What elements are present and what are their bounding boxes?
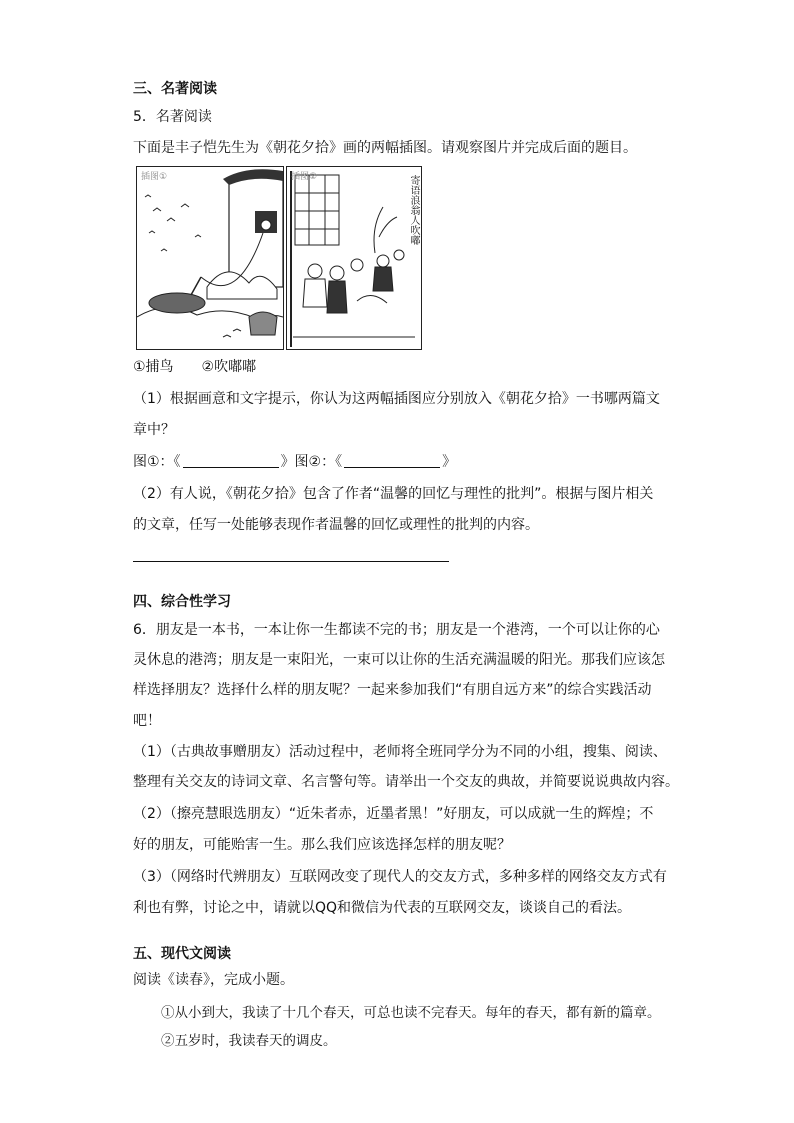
sub-question-1-line1: （1）根据画意和文字提示，你认为这两幅插图应分别放入《朝花夕拾》一书哪两篇文 xyxy=(133,391,660,407)
reading-paragraph-2: ②五岁时，我读春天的调皮。 xyxy=(161,1033,337,1049)
question-5-title: 5．名著阅读 xyxy=(133,109,212,125)
question-5-intro: 下面是丰子恺先生为《朝花夕拾》画的两幅插图。请观察图片并完成后面的题目。 xyxy=(133,140,637,156)
section-heading-3: 三、名著阅读 xyxy=(133,81,217,97)
task-1-line1: （1）（古典故事赠朋友）活动过程中，老师将全班同学分为不同的小组，搜集、阅读、 xyxy=(133,744,667,760)
illustration-1-label: 插图① xyxy=(141,172,168,182)
blowing-toy-drawing xyxy=(287,167,421,349)
question-6-para-line3: 样选择朋友？选择什么样的朋友呢？一起来参加我们“有朋自远方来”的综合实践活动 xyxy=(133,682,652,698)
task-2-line1: （2）（擦亮慧眼选朋友）“近朱者赤，近墨者黑！”好朋友，可以成就一生的辉煌；不 xyxy=(133,806,654,822)
reading-intro: 阅读《读春》，完成小题。 xyxy=(133,972,294,988)
illustration-captions: ①捕鸟 ②吹嘟嘟 xyxy=(133,359,257,375)
reading-paragraph-1: ①从小到大，我读了十几个春天，可总也读不完春天。每年的春天，都有新的篇章。 xyxy=(161,1005,661,1021)
section-heading-5: 五、现代文阅读 xyxy=(133,946,231,962)
sub-question-2-line2: 的文章，任写一处能够表现作者温馨的回忆或理性的批判的内容。 xyxy=(133,517,539,533)
task-1-line2: 整理有关交友的诗词文章、名言警句等。请举出一个交友的典故，并简要说说典故内容。 xyxy=(133,774,679,790)
illustration-2-inscription: 寄语浪翁人吹嘟 xyxy=(408,175,419,245)
section-heading-4: 四、综合性学习 xyxy=(133,594,231,610)
fill-suffix: 》 xyxy=(442,454,457,470)
illustration-1 xyxy=(136,166,284,350)
task-3-line1: （3）（网络时代辨朋友）互联网改变了现代人的交友方式，多种多样的网络交友方式有 xyxy=(133,869,667,885)
question-6-para-line1: 6．朋友是一本书，一本让你一生都读不完的书；朋友是一个港湾，一个可以让你的心 xyxy=(133,622,660,638)
question-6-para-line4: 吧！ xyxy=(133,713,161,729)
sub-question-1-line2: 章中？ xyxy=(133,422,175,438)
fill-prefix-figure-1: 图①：《 xyxy=(133,454,181,470)
answer-blank-2[interactable] xyxy=(344,453,440,468)
bird-catching-drawing xyxy=(137,167,283,349)
task-2-line2: 好的朋友，可能贻害一生。那么我们应该选择怎样的朋友呢？ xyxy=(133,837,511,853)
illustration-2-label: 插图② xyxy=(291,172,318,182)
sub-question-2-line1: （2）有人说，《朝花夕拾》包含了作者“温馨的回忆与理性的批判”。根据与图片相关 xyxy=(133,486,654,502)
task-3-line2: 利也有弊，讨论之中，请就以QQ和微信为代表的互联网交友，谈谈自己的看法。 xyxy=(133,900,632,916)
illustration-2 xyxy=(286,166,422,350)
question-6-para-line2: 灵休息的港湾；朋友是一束阳光，一束可以让你的生活充满温暖的阳光。那我们应该怎 xyxy=(133,652,665,668)
answer-line[interactable] xyxy=(133,561,449,562)
answer-blank-1[interactable] xyxy=(183,453,279,468)
fill-prefix-figure-2: 》图②：《 xyxy=(280,454,343,470)
fill-in-answer-row xyxy=(133,452,456,472)
